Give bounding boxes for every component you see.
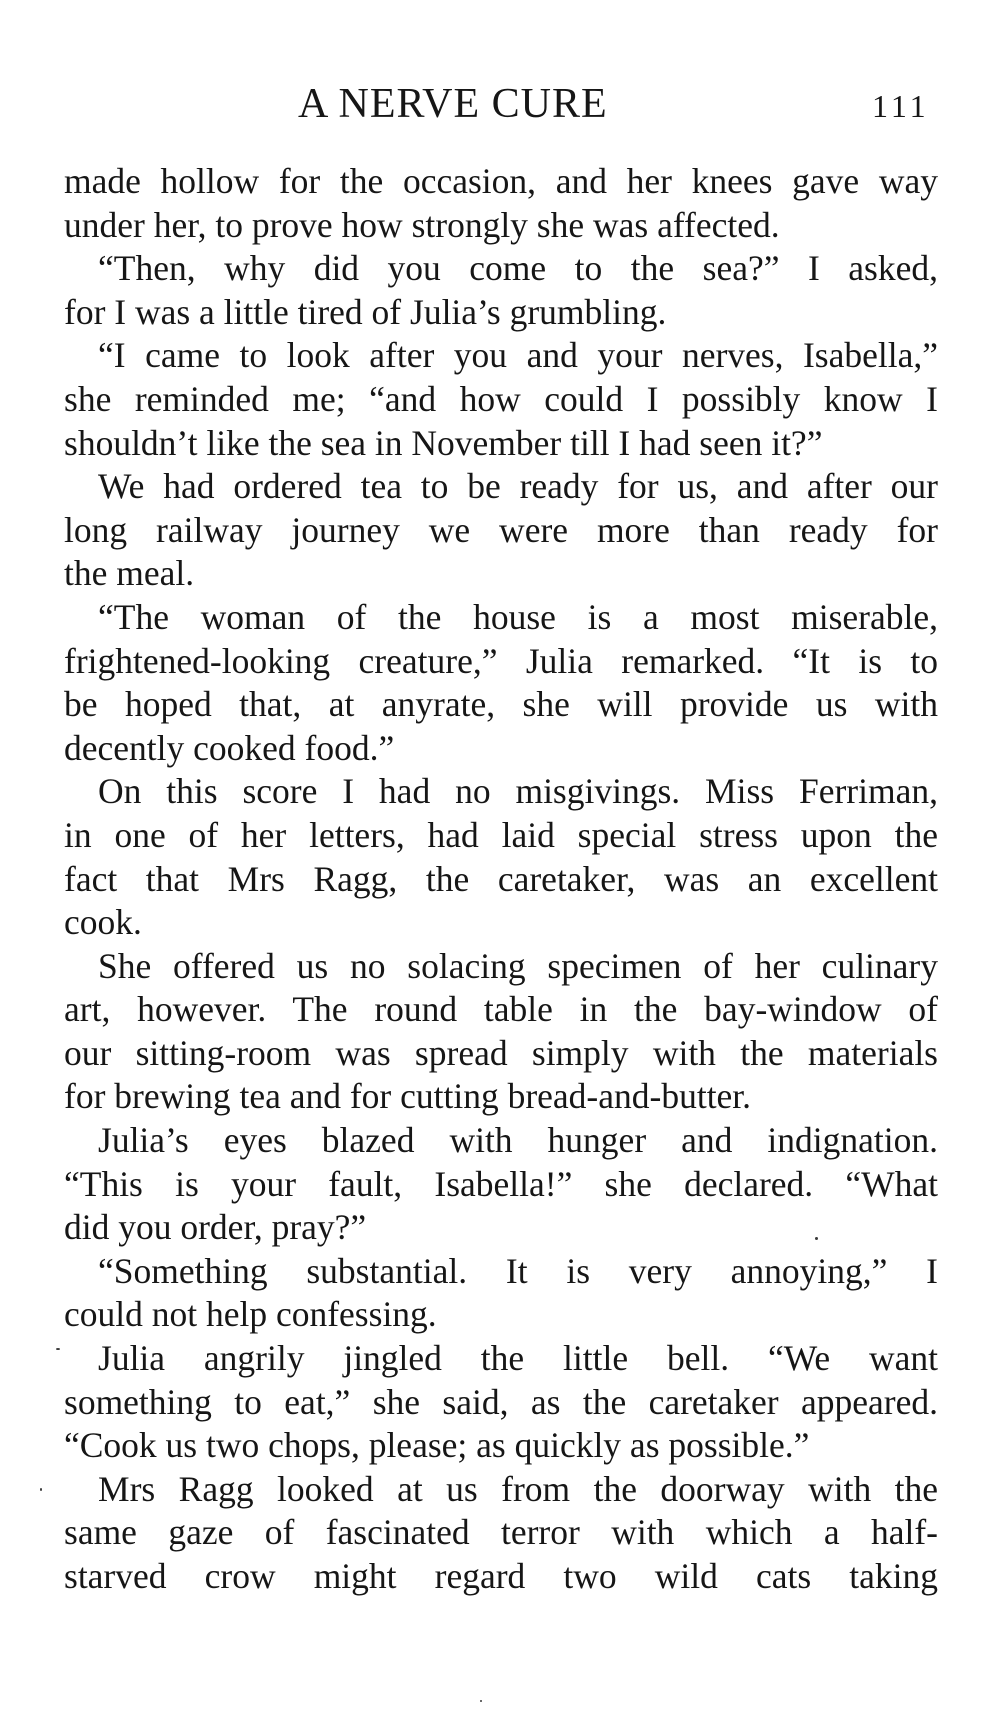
text-line: On this score I had no misgivings. Miss Ferriman, (98, 771, 938, 812)
paragraph (64, 1468, 938, 1599)
print-speck (480, 1700, 482, 1702)
text-line: starved crow might regard two wild cats taking (64, 1556, 938, 1596)
print-speck (40, 1488, 42, 1491)
text-line: be hoped that, at anyrate, she will provide us with (64, 684, 938, 725)
text-line: Julia’s eyes blazed with hunger and indignation. (98, 1120, 938, 1161)
text-line: fact that Mrs Ragg, the caretaker, was an excellent (64, 858, 938, 899)
text-line: could not help confessing. (64, 1294, 437, 1335)
paragraph (64, 1337, 938, 1468)
text-line: same gaze of fascinated terror with which a half- (64, 1512, 938, 1553)
text-line: “Something substantial. It is very annoying,” I (98, 1250, 938, 1291)
text-line: something to eat,” she said, as the caretaker appeared. (64, 1381, 938, 1422)
paragraph (64, 945, 938, 1119)
running-title: A NERVE CURE (298, 81, 608, 127)
text-line: decently cooked food.” (64, 727, 395, 768)
text-line: made hollow for the occasion, and her knees gave way (64, 161, 938, 201)
text-line: shouldn’t like the sea in November till I had seen it?” (64, 422, 823, 463)
paragraph (64, 770, 938, 944)
text-line: frightened-looking creature,” Julia remarked. “It is to (64, 640, 938, 681)
page-header (0, 74, 1000, 134)
text-line: did you order, pray?” (64, 1207, 367, 1248)
text-line: in one of her letters, had laid special stress upon the (64, 814, 938, 855)
text-line: she reminded me; “and how could I possibly know I (64, 378, 938, 419)
text-line: our sitting-room was spread simply with the materials (64, 1032, 938, 1073)
text-line: “This is your fault, Isabella!” she declared. “What (64, 1163, 938, 1204)
text-line: cook. (64, 902, 142, 943)
text-line: Julia angrily jingled the little bell. “We want (98, 1338, 938, 1379)
print-speck (56, 1348, 60, 1350)
text-line: Mrs Ragg looked at us from the doorway with the (98, 1468, 938, 1509)
text-line: She offered us no solacing specimen of her culinary (98, 945, 938, 986)
text-line: “I came to look after you and your nerves, Isabella,” (98, 335, 938, 376)
paragraph (64, 247, 938, 334)
text-line: “The woman of the house is a most miserable, (98, 596, 938, 637)
text-line: art, however. The round table in the bay-window of (64, 989, 938, 1030)
paragraph (64, 334, 938, 465)
text-line: under her, to prove how strongly she was affected. (64, 204, 780, 245)
paragraph (64, 1250, 938, 1337)
text-line: the meal. (64, 553, 195, 594)
paragraph (64, 596, 938, 770)
paragraph (64, 160, 938, 247)
text-line: “Cook us two chops, please; as quickly as possible.” (64, 1425, 810, 1466)
body-text (64, 160, 938, 1599)
text-line: We had ordered tea to be ready for us, and after our (98, 466, 938, 507)
text-line: “Then, why did you come to the sea?” I asked, (98, 248, 938, 289)
text-line: long railway journey we were more than ready for (64, 509, 938, 550)
text-line: for brewing tea and for cutting bread-and-butter. (64, 1076, 752, 1117)
paragraph (64, 1119, 938, 1250)
page-number: 111 (872, 88, 930, 124)
print-speck (815, 1237, 818, 1240)
text-line: for I was a little tired of Julia’s grumbling. (64, 291, 667, 332)
paragraph (64, 465, 938, 596)
